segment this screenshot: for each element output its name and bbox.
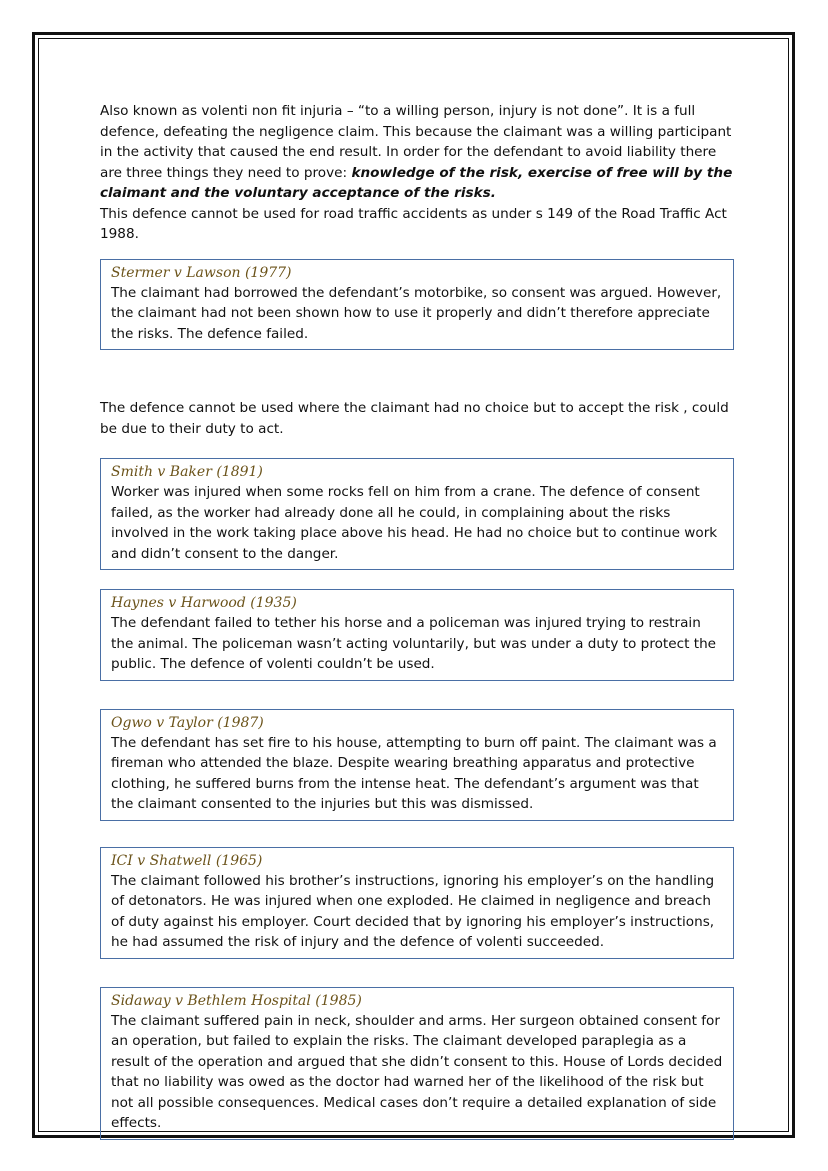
intro-text: Also known as volenti non fit injuria – “to a willing person, injury is not done”. It is a full defence, defeating the negligence claim. This because the claimant was a willing participant in the activity that caused the end result. In order for the defendant to avoid liability there are three things they need to prove: bbox=[100, 103, 732, 181]
case-title: Ogwo v Taylor (1987) bbox=[111, 714, 264, 731]
case-box-ici bbox=[100, 847, 734, 959]
road-traffic-note: This defence cannot be used for road traffic accidents as under s 149 of the Road Traffic Act 1988. bbox=[100, 205, 727, 242]
case-box-ogwo bbox=[100, 709, 734, 821]
document-page bbox=[100, 101, 734, 1140]
case-box-stermer bbox=[100, 259, 734, 351]
case-box-smith bbox=[100, 458, 734, 570]
case-body: The claimant had borrowed the defendant’s motorbike, so consent was argued. However, the claimant had not been shown how to use it properly and didn’t therefore appreciate the risks. The defence failed. bbox=[111, 284, 722, 342]
case-title: Stermer v Lawson (1977) bbox=[111, 264, 292, 281]
intro-paragraph bbox=[100, 101, 734, 204]
middle-paragraph: The defence cannot be used where the claimant had no choice but to accept the risk , could be due to their duty to act. bbox=[100, 400, 729, 437]
case-title: Haynes v Harwood (1935) bbox=[111, 595, 297, 611]
case-body: Worker was injured when some rocks fell on him from a crane. The defence of consent failed, as the worker had already done all he could, in complaining about the risks involved in the work taking place above his head. He had no choice but to continue work and didn’t consent to the danger. bbox=[111, 484, 718, 562]
intro-emphasis: knowledge of the risk, exercise of free will by the claimant and the voluntary acceptance of the risks. bbox=[100, 164, 733, 201]
case-title: Smith v Baker (1891) bbox=[111, 464, 263, 480]
case-body: The defendant has set fire to his house, attempting to burn off paint. The claimant was a fireman who attended the blaze. Despite wearing breathing apparatus and protective clothing, he suffered burns from the intense heat. The defendant’s argument was that the claimant consented to the injuries but this was dismissed. bbox=[111, 734, 717, 812]
case-title: ICI v Shatwell (1965) bbox=[111, 852, 263, 869]
case-box-sidaway bbox=[100, 987, 734, 1140]
case-box-haynes bbox=[100, 589, 734, 681]
case-body: The claimant suffered pain in neck, shoulder and arms. Her surgeon obtained consent for an operation, but failed to explain the risks. The claimant developed paraplegia as a result of the operation and argued that she didn’t consent to this. House of Lords decided that no liability was owed as the doctor had warned her of the likelihood of the risk but not all possible consequences. Medical cases don’t require a detailed explanation of side effects. bbox=[111, 1012, 723, 1131]
case-body: The defendant failed to tether his horse and a policeman was injured trying to restrain the animal. The policeman wasn’t acting voluntarily, but was under a duty to protect the public. The defence of volenti couldn’t be used. bbox=[111, 615, 717, 672]
case-title: Sidaway v Bethlem Hospital (1985) bbox=[111, 992, 362, 1009]
case-body: The claimant followed his brother’s instructions, ignoring his employer’s on the handling of detonators. He was injured when one exploded. He claimed in negligence and breach of duty against his employer. Court decided that by ignoring his employer’s instructions, he had assumed the risk of injury and the defence of volenti succeeded. bbox=[111, 872, 715, 950]
